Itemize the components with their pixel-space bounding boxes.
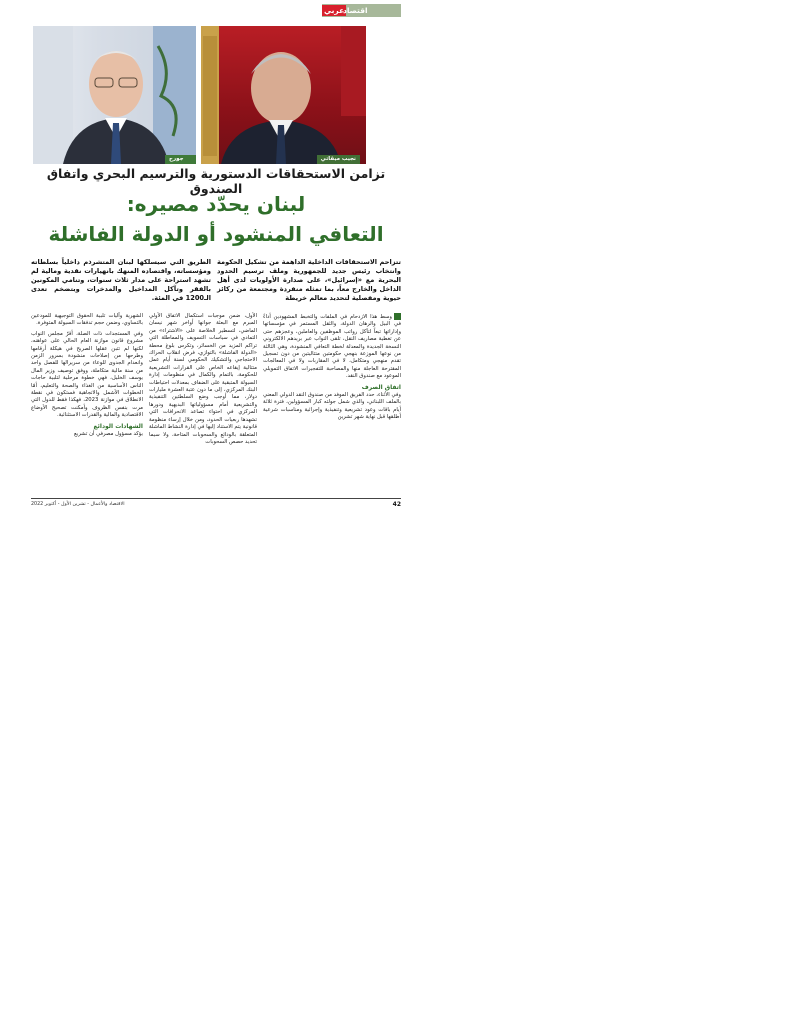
body-column-2 bbox=[149, 313, 257, 449]
body-paragraph: الأول، ضمن موجبات استكمال الاتفاق الأولي المبرم مع البعثة جوانها أواخر شهر نيسان الماضي، لتسطير الخلاصة على «الاشتراء» من التمادي في سياسات التسويف والمماطلة التي تراكم المزيد من الخسائر، وتكرس بلوغ محطة «الدولة الفاشلة» بالتوازي، فرض انقلاب الحراك الاحتجاجي والتشكيك الحكومي لسنة أيام عمل متتالية إيقاعه الخاص على القرارات التشريعية للحكومة، بالتمام والكمال في منظومات إدارة السيولة المتبقية على الضفاف بمعدلات احتياطات البنك المركزي، إلى ما دون عتبة العشرة مليارات دولار، مما أوجب وضع السلطتين التنفيذية والتشريعية أمام مسؤولياتها البديهية ودورها المركزي في احتواء تصاعد الانحرافات التي تشهدها ربعيات الحدود، ومن خلال إرساء منظومة قانونية يتم الاستناد إليها في إدارة النشاط الماشلة المتعلقة بالودائع والسحوبات المتاحة، ولا سيما تحديد حصص السحوبات bbox=[149, 313, 257, 445]
photo-george-sawan bbox=[33, 26, 196, 164]
section-banner bbox=[322, 4, 401, 17]
headline-line-2: التعافي المنشود أو الدولة الفاشلة bbox=[48, 222, 384, 246]
footer-publication: الاقتصاد والأعمال - تشرين الأول - أكتوبر 2022 bbox=[31, 502, 125, 507]
body-paragraph: يؤكد مسؤول مصرفي أن تشريع bbox=[73, 431, 143, 438]
photo-najib-mikati bbox=[201, 26, 366, 164]
body-column-3 bbox=[31, 313, 143, 442]
photo-caption: جورج bbox=[165, 155, 196, 164]
lead-paragraph-left: الطريق التي سيسلكها لبنان المتشرذم داخلياً بسلطاته ومؤسساته، واقتصاده المنهك بانهيارات نقدية ومالية لم تشهد استراحة على مدار ثلاث سنوات، وتنامي المكونين بالفقر وتآكل المداخيل والمدخرات وبتضخم تعدى الـ1200 في المئة. bbox=[31, 258, 211, 302]
body-paragraph: وسط هذا الازدحام في الملفات والتخبط المشهودين أداءً في البيل والرهان الدولة، والثقل المستمر في مؤسساتها وإداراتها تبعاً لتآكل رواتب الموظفين والعاملين، وعجزهم حتى عن تغطية مصاريف النقل، تلقى النواب عبر بريدهم الالكتروني النسخة الجديدة والمعدلة لخطة التعافي المنشودة، وهي الثالثة من نوعها الموزعة بنهجي حكومتين متتاليتين من دون تسجيل تقدم منهجي ومتكامل، لا في المقاربات ولا في المعالجات المقترحة العاجلة منها والمصاحبة للتفجيرات الاتفاق التمويلي الموعود مع صندوق النقد. bbox=[263, 314, 401, 380]
drop-square-icon bbox=[394, 313, 401, 320]
headline-line-1: لبنان يحدّد مصيره: bbox=[126, 192, 306, 216]
subheading: اتفاق الصرف bbox=[361, 383, 401, 391]
portrait-illustration bbox=[33, 26, 196, 164]
body-column-1 bbox=[263, 313, 401, 425]
lead-paragraph-right: تتزاحم الاستحقاقات الداخلية الداهمة من تشكيل الحكومة وانتخاب رئيس جديد للجمهورية وملف ترسيم الحدود البحرية مع «إسرائيل»، على صدارة الأولويات لدى أهل الداخل والخارج معاً، بما تمثله منفردة ومجتمعة من ركائز حيوية ومفصلية لتحديد معالم خريطة bbox=[217, 258, 401, 302]
subheading: الشهادات الودائع bbox=[93, 422, 143, 430]
magazine-page bbox=[31, 4, 401, 509]
portrait-illustration bbox=[201, 26, 366, 164]
footer-divider bbox=[31, 498, 401, 499]
photo-caption: نجيب ميقاتي bbox=[317, 155, 360, 164]
section-tag: عربي bbox=[324, 6, 345, 15]
body-paragraph: وفي الأثناء، حدد الفريق الموفد من صندوق النقد الدولي المعني بالملف اللبناني، والذي شمل جولته كبار المسؤولين، فترة ثلاثة أيام باقات وعود تشريعية وتنفيذية وإجرائية ومناسبات شرعية أطلقها قبل نهاية شهر تشرين bbox=[263, 392, 401, 421]
page-number: 42 bbox=[392, 501, 401, 508]
body-paragraph: الشهرية وآليات تلبية الحقوق التوجيهية للمودعين بالتساوي، وضمن حجم تدفقات السيولة المتوفرة. bbox=[31, 313, 143, 327]
section-title: اقتصاد bbox=[343, 6, 368, 15]
body-paragraph: وفي المستجدات ذات الصلة، أقرّ مجلس النواب مشروع قانون موازنة العام الحالي على عواهنه، لكنها لم تتبن عقلها الصريح في هيكلة أرقامها وطرحها من إصلاحات منشودة بسرور الزمن وانعدام الجدوى للوعاء من سريرالها للفصل واحد من سنة مالية متكاملة، ووفق توصيف وزير المال يوسف الخليل، فهي خطوة مرحلية لتلبية حاجات الناس الأساسية من الغذاء والصحة والتعليم، أمّا الخطوات الأشمل والاتجاهية فستكون في نقطة الانطلاق في موازنة 2023، فهكذا فقط للدول التي مرت بنفس الظروف وأمكنت تصحيح الأوضاع الاقتصادية والمالية والقدرات الاستثنائية. bbox=[31, 330, 143, 419]
kicker-headline: تزامن الاستحقاقات الدستورية والترسيم البحري واتفاق الصندوق bbox=[46, 166, 386, 196]
